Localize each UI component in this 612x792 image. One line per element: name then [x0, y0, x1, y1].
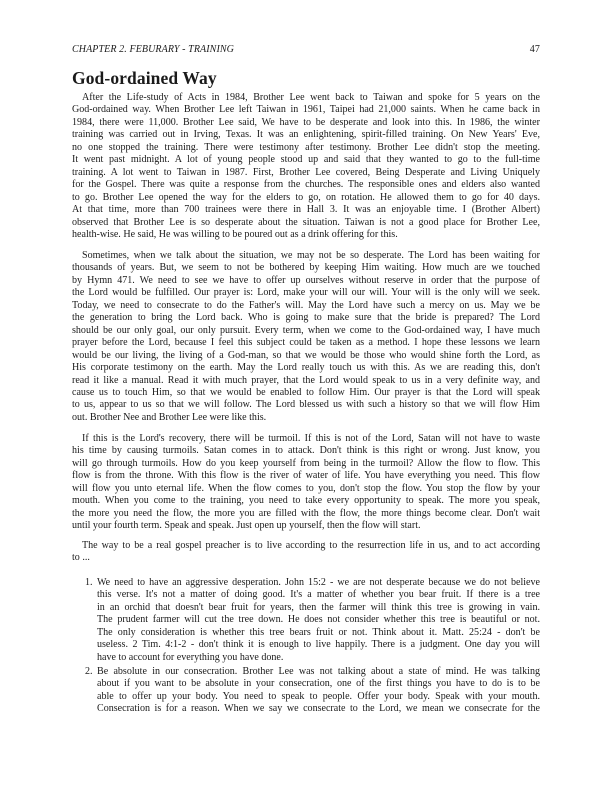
text-line: the Lord would be fulfilled. Our prayer is: Lord, make your will our will. Your will is the only will we seek.	[72, 287, 540, 299]
text-line: The prudent farmer will cut the tree down. He does not consider whether this tree is beautiful or not.	[97, 614, 540, 626]
text-line: have to account for everything you have done.	[97, 651, 284, 663]
list-item-text	[97, 577, 540, 664]
text-line: Today, we need to consecrate to do the Father's will. May the Lord have such a mercy on us. May we be	[72, 299, 540, 311]
paragraph-2	[72, 250, 540, 424]
text-line: to ...	[72, 552, 90, 564]
text-line: training was carried out in Irving, Texas. It was an enlightening, spirit-filled training. On New Years' Eve,	[72, 129, 540, 141]
paragraph-4	[72, 540, 540, 565]
text-line: The way to be a real gospel preacher is to live according to the resurrection life in us, and to act according	[82, 540, 540, 551]
paragraph	[72, 250, 540, 424]
text-line: We need to have an aggressive desperation. John 15:2 - we are not desperate because we do not believe	[97, 577, 540, 588]
list-number: 1.	[85, 577, 93, 588]
page-number: 47	[529, 44, 540, 55]
text-line: Consecration is for a reason. When we say we consecrate to the Lord, we mean we consecrate for the	[97, 703, 540, 715]
list-item-text	[97, 666, 540, 716]
text-line: If this is the Lord's recovery, there will be turmoil. If this is not of the Lord, Satan will not have to waste	[82, 433, 540, 444]
text-line: God-ordained way. When Brother Lee left Taiwan in 1961, Taipei had 21,000 saints. When he came back in	[72, 104, 540, 116]
text-line: thousands of years. But, we seem to not be bothered by keeping Him waiting. How much are we touched	[72, 262, 540, 274]
section-title: God-ordained Way	[72, 68, 217, 88]
text-line: prayer before the Lord, because I feel this subject could be taken as a method. I hope these lessons we learn	[72, 337, 540, 349]
text-line: in an orchid that doesn't bear fruit for years, then the farmer will think this tree is growing in vain.	[97, 601, 540, 613]
text-line: about if you want to be absolute in your consecration, one of the first things you have to do is to be	[97, 678, 540, 690]
text-line: At that time, more than 700 trainees were there in Hall 3. It was an enjoyable time. I (Brother Albert)	[72, 204, 540, 216]
text-line: observed that Brother Lee is so desperate about the situation. Taiwan is not a good place for Brother Lee,	[72, 216, 540, 228]
text-line: out. Brother Nee and Brother Lee were like this.	[72, 411, 267, 423]
text-line: health-wise. He said, He was willing to be poured out as a drink offering for this.	[72, 228, 398, 240]
text-line: no one stopped the training. There were testimony after testimony. Brother Lee didn't stop the meeting.	[72, 141, 540, 153]
paragraph-3	[72, 433, 540, 533]
text-line: for the Gospel. There was quite a response from the churches. The responsible ones and elders also wanted	[72, 179, 540, 191]
text-line: 1984, there were 11,000. Brother Lee said, We have to be desperate and look into this. In 1986, the winter	[72, 116, 540, 128]
chapter-title: CHAPTER 2. FEBURARY - TRAINING	[72, 44, 234, 55]
text-line: to go. Brother Lee opened the way for the elders to go, on rotation. He allowed them to go for 40 days.	[72, 191, 540, 203]
text-line: will go through turmoils. How do you keep yourself from being in the turmoil? Allow the flow to flow. This	[72, 457, 540, 469]
text-line: read it like a manual. Read it with much prayer, that the Lord would speak to us in a very definite way, and	[72, 374, 540, 386]
text-line: his time by causing turmoils. Satan comes in to attack. Don't think is this right or wrong. Just know, you	[72, 445, 540, 457]
text-line: training. A lot went to Taiwan in 1987. First, Brother Lee covered, Being Desperate and Living Uniquely	[72, 166, 540, 178]
text-line: to us, appear to us so that we will follow. The Lord blessed us with such a history so that we will flow Him	[72, 399, 540, 411]
text-line: Be absolute in our consecration. Brother Lee was not talking about a state of mind. He was talking	[97, 666, 540, 677]
text-line: It went past midnight. A lot of young people stood up and said that they wanted to go to the full-time	[72, 154, 540, 166]
text-line: would be our living, the living of a God-man, so that we would be those who would shine forth the Lord, as	[72, 349, 540, 361]
text-line: His corporate testimony on the earth. May the Lord really touch us with this. As we are reading this, don't	[72, 362, 540, 374]
text-line: flow is from the throne. With this flow is the river of water of life. You have everything you need. This flow	[72, 470, 540, 482]
running-header	[72, 44, 540, 58]
list-number: 2.	[85, 666, 93, 677]
text-line: will flow you unto eternal life. When the flow comes to you, don't stop the flow. You stop the flow by your	[72, 482, 540, 494]
paragraph-1	[72, 92, 540, 241]
text-line: mouth. When you come to the training, you need to take every opportunity to speak. The more you speak,	[72, 495, 540, 507]
text-line: should be our only goal, our only pursuit. Every term, when we come to the God-ordained way, I have much	[72, 324, 540, 336]
text-line: this verse. It's not a matter of doing good. It's a matter of whether you bear fruit. If there is a tree	[97, 589, 540, 601]
paragraph	[72, 540, 540, 565]
text-line: able to offer up your body. You need to speak to people. Offer your body. Speak with your mouth.	[97, 690, 540, 702]
text-line: cause us to touch Him, so that we would be enabled to follow Him. Our prayer is that the Lord will speak	[72, 386, 540, 398]
paragraph	[72, 433, 540, 533]
text-line: the more you need the flow, the more you are filled with the flow, the more things become clear. Don't wait	[72, 507, 540, 519]
text-line: Sometimes, when we talk about the situation, we may not be so desperate. The Lord has been waiting for	[82, 250, 540, 261]
text-line: until your fourth term. Speak and speak. Just open up yourself, then the flow will start.	[72, 520, 421, 532]
text-line: the generation to bring the Lord back. Who is going to make sure that the bride is prepared? The Lord	[72, 312, 540, 324]
text-line: The only consideration is whether this tree bears fruit or not. Think about it. Matt. 25:24 - don't be	[97, 626, 540, 638]
text-line: useless. 2 Tim. 4:1-2 - don't think it is enough to live happily. There is a judgment. One day you will	[97, 639, 540, 651]
paragraph	[72, 92, 540, 241]
text-line: After the Life-study of Acts in 1984, Brother Lee went back to Taiwan and spoke for 5 years on the	[82, 92, 540, 103]
text-line: by Hymn 471. We need to see we have to offer up ourselves without reserve in order that the purpose of	[72, 274, 540, 286]
